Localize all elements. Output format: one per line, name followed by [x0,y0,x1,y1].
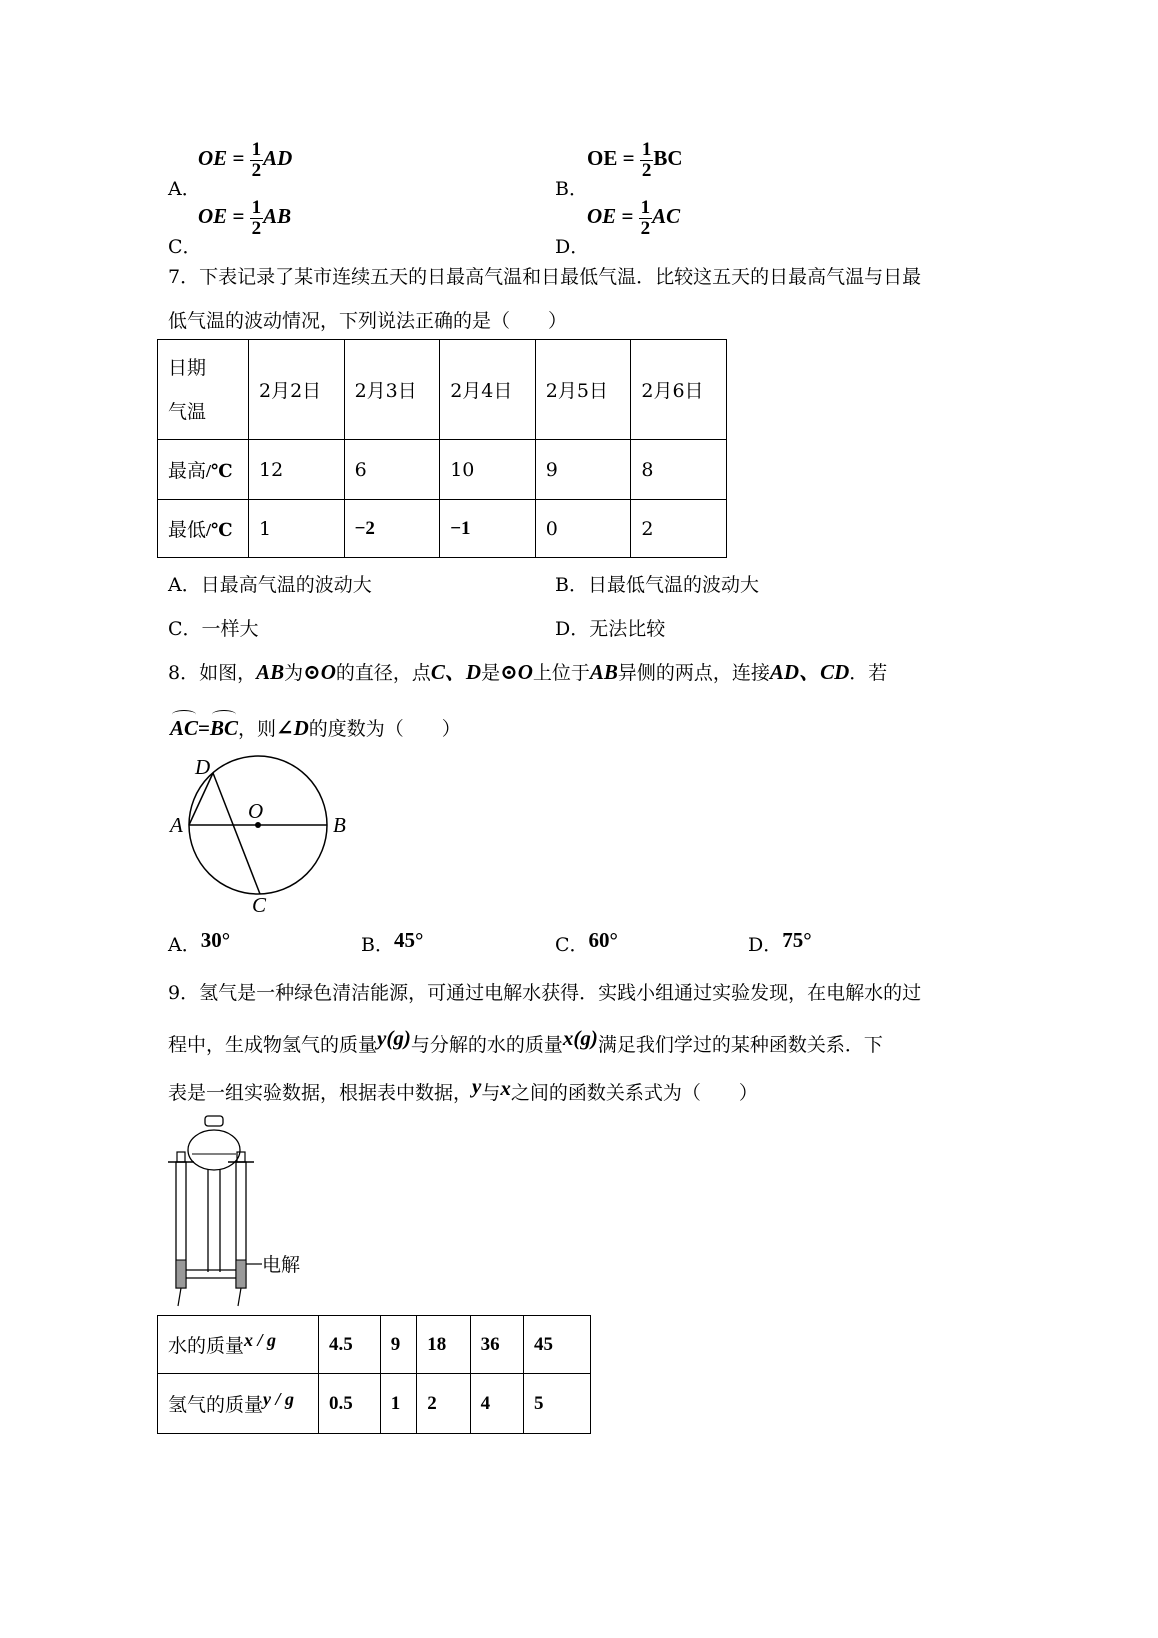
q8-label-b: B [333,813,346,837]
q9-water-cell: 45 [524,1316,591,1374]
q9-h2-cell: 1 [380,1374,416,1434]
q7-corner-temp: 气温 [168,400,207,423]
q6-option-b-formula: OE = $\frac{1}{2}$ BC [587,139,683,181]
q7-low-cell: −2 [344,500,440,558]
q7-stem-line2: 低气温的波动情况，下列说法正确的是（ ） [168,310,568,332]
q8-label-o: O [248,799,264,823]
q8-option-d: D．75° [748,928,812,956]
q7-high-cell: 8 [631,440,727,500]
q9-h2-row-label: 氢气的质量y / g [158,1374,319,1434]
q7-stem-line1: 7．下表记录了某市连续五天的日最高气温和日最低气温．比较这五天的日最高气温与日最 [168,266,922,288]
q9-h2-cell: 5 [524,1374,591,1434]
q9-water-cell: 4.5 [319,1316,381,1374]
q9-water-row-label: 水的质量x / g [158,1316,319,1374]
q7-high-row-label: 最高/℃ [158,440,249,500]
q9-h2-cell: 4 [470,1374,523,1434]
q6-option-c-formula: OE = $\frac{1}{2}$ AB [198,197,292,239]
q7-option-c: C．一样大 [168,618,259,640]
q8-label-a: A [170,813,183,837]
q7-high-cell: 6 [344,440,440,500]
q8-stem-line2: AC=BC，则∠D的度数为（ ） [170,716,461,740]
q7-date-cell: 2月6日 [631,340,727,440]
q8-chord-ad [189,773,213,825]
q9-right-electrode [236,1260,246,1288]
q9-figure-label: 电解 [262,1254,301,1276]
q7-corner-date: 日期 [168,356,207,379]
q8-chord-dc [213,773,260,894]
q9-water-cell: 9 [380,1316,416,1374]
q7-low-cell: −1 [440,500,536,558]
q8-label-d: D [195,755,211,779]
q9-stem-line1: 9．氢气是一种绿色清洁能源，可通过电解水获得．实践小组通过实验发现，在电解水的过 [168,982,922,1004]
q7-date-cell: 2月3日 [344,340,440,440]
q9-h2-cell: 0.5 [319,1374,381,1434]
q7-low-cell: 1 [249,500,345,558]
q9-data-table [157,1315,591,1434]
q6-option-c-label: C． [168,236,202,258]
q7-high-cell: 9 [535,440,631,500]
q9-water-cell: 18 [417,1316,470,1374]
q7-option-d: D．无法比较 [555,618,666,640]
q8-option-b: B．45° [361,928,424,956]
q7-temperature-table [157,339,727,558]
q8-arc-ac: AC [170,716,199,740]
q7-date-cell: 2月4日 [440,340,536,440]
q6-option-a-formula: OE = $\frac{1}{2}$ AD [198,139,293,181]
q7-option-b: B．日最低气温的波动大 [555,574,759,596]
q6-option-a-label: A． [168,178,201,200]
q9-stem-line3: 表是一组实验数据，根据表中数据，y与x之间的函数关系式为（ ） [168,1074,758,1104]
q8-option-a: A．30° [168,928,231,956]
q8-option-c: C．60° [555,928,618,956]
q7-option-a: A．日最高气温的波动大 [168,574,372,596]
q7-table-corner [158,340,249,440]
q8-circle-figure [160,750,360,920]
q9-water-cell: 36 [470,1316,523,1374]
q6-option-b-label: B． [555,178,588,200]
q9-left-electrode [176,1260,186,1288]
q9-reservoir-bulb [188,1130,240,1170]
q9-stem-line2: 程中，生成物氢气的质量y(g)与分解的水的质量x(g)满足我们学过的某种函数关系．下 [168,1026,883,1056]
q8-arc-bc: BC [209,716,238,740]
q9-electrolysis-apparatus [160,1112,340,1312]
q7-low-cell: 2 [631,500,727,558]
q7-high-cell: 10 [440,440,536,500]
q7-date-cell: 2月5日 [535,340,631,440]
q9-left-valve-knob [177,1152,185,1162]
q6-option-d-formula: OE = $\frac{1}{2}$ AC [587,197,681,239]
q7-low-cell: 0 [535,500,631,558]
q7-date-cell: 2月2日 [249,340,345,440]
q9-reservoir-cap [205,1116,223,1126]
q7-high-cell: 12 [249,440,345,500]
q9-left-wire [178,1288,181,1306]
q8-stem-line1: 8．如图，AB为⊙O的直径，点C、D是⊙O上位于AB异侧的两点，连接AD、CD．若 [168,660,888,684]
q6-option-d-label: D． [555,236,590,258]
q8-label-c: C [252,893,267,917]
q7-low-row-label: 最低/℃ [158,500,249,558]
q9-h2-cell: 2 [417,1374,470,1434]
q9-right-wire [238,1288,241,1306]
